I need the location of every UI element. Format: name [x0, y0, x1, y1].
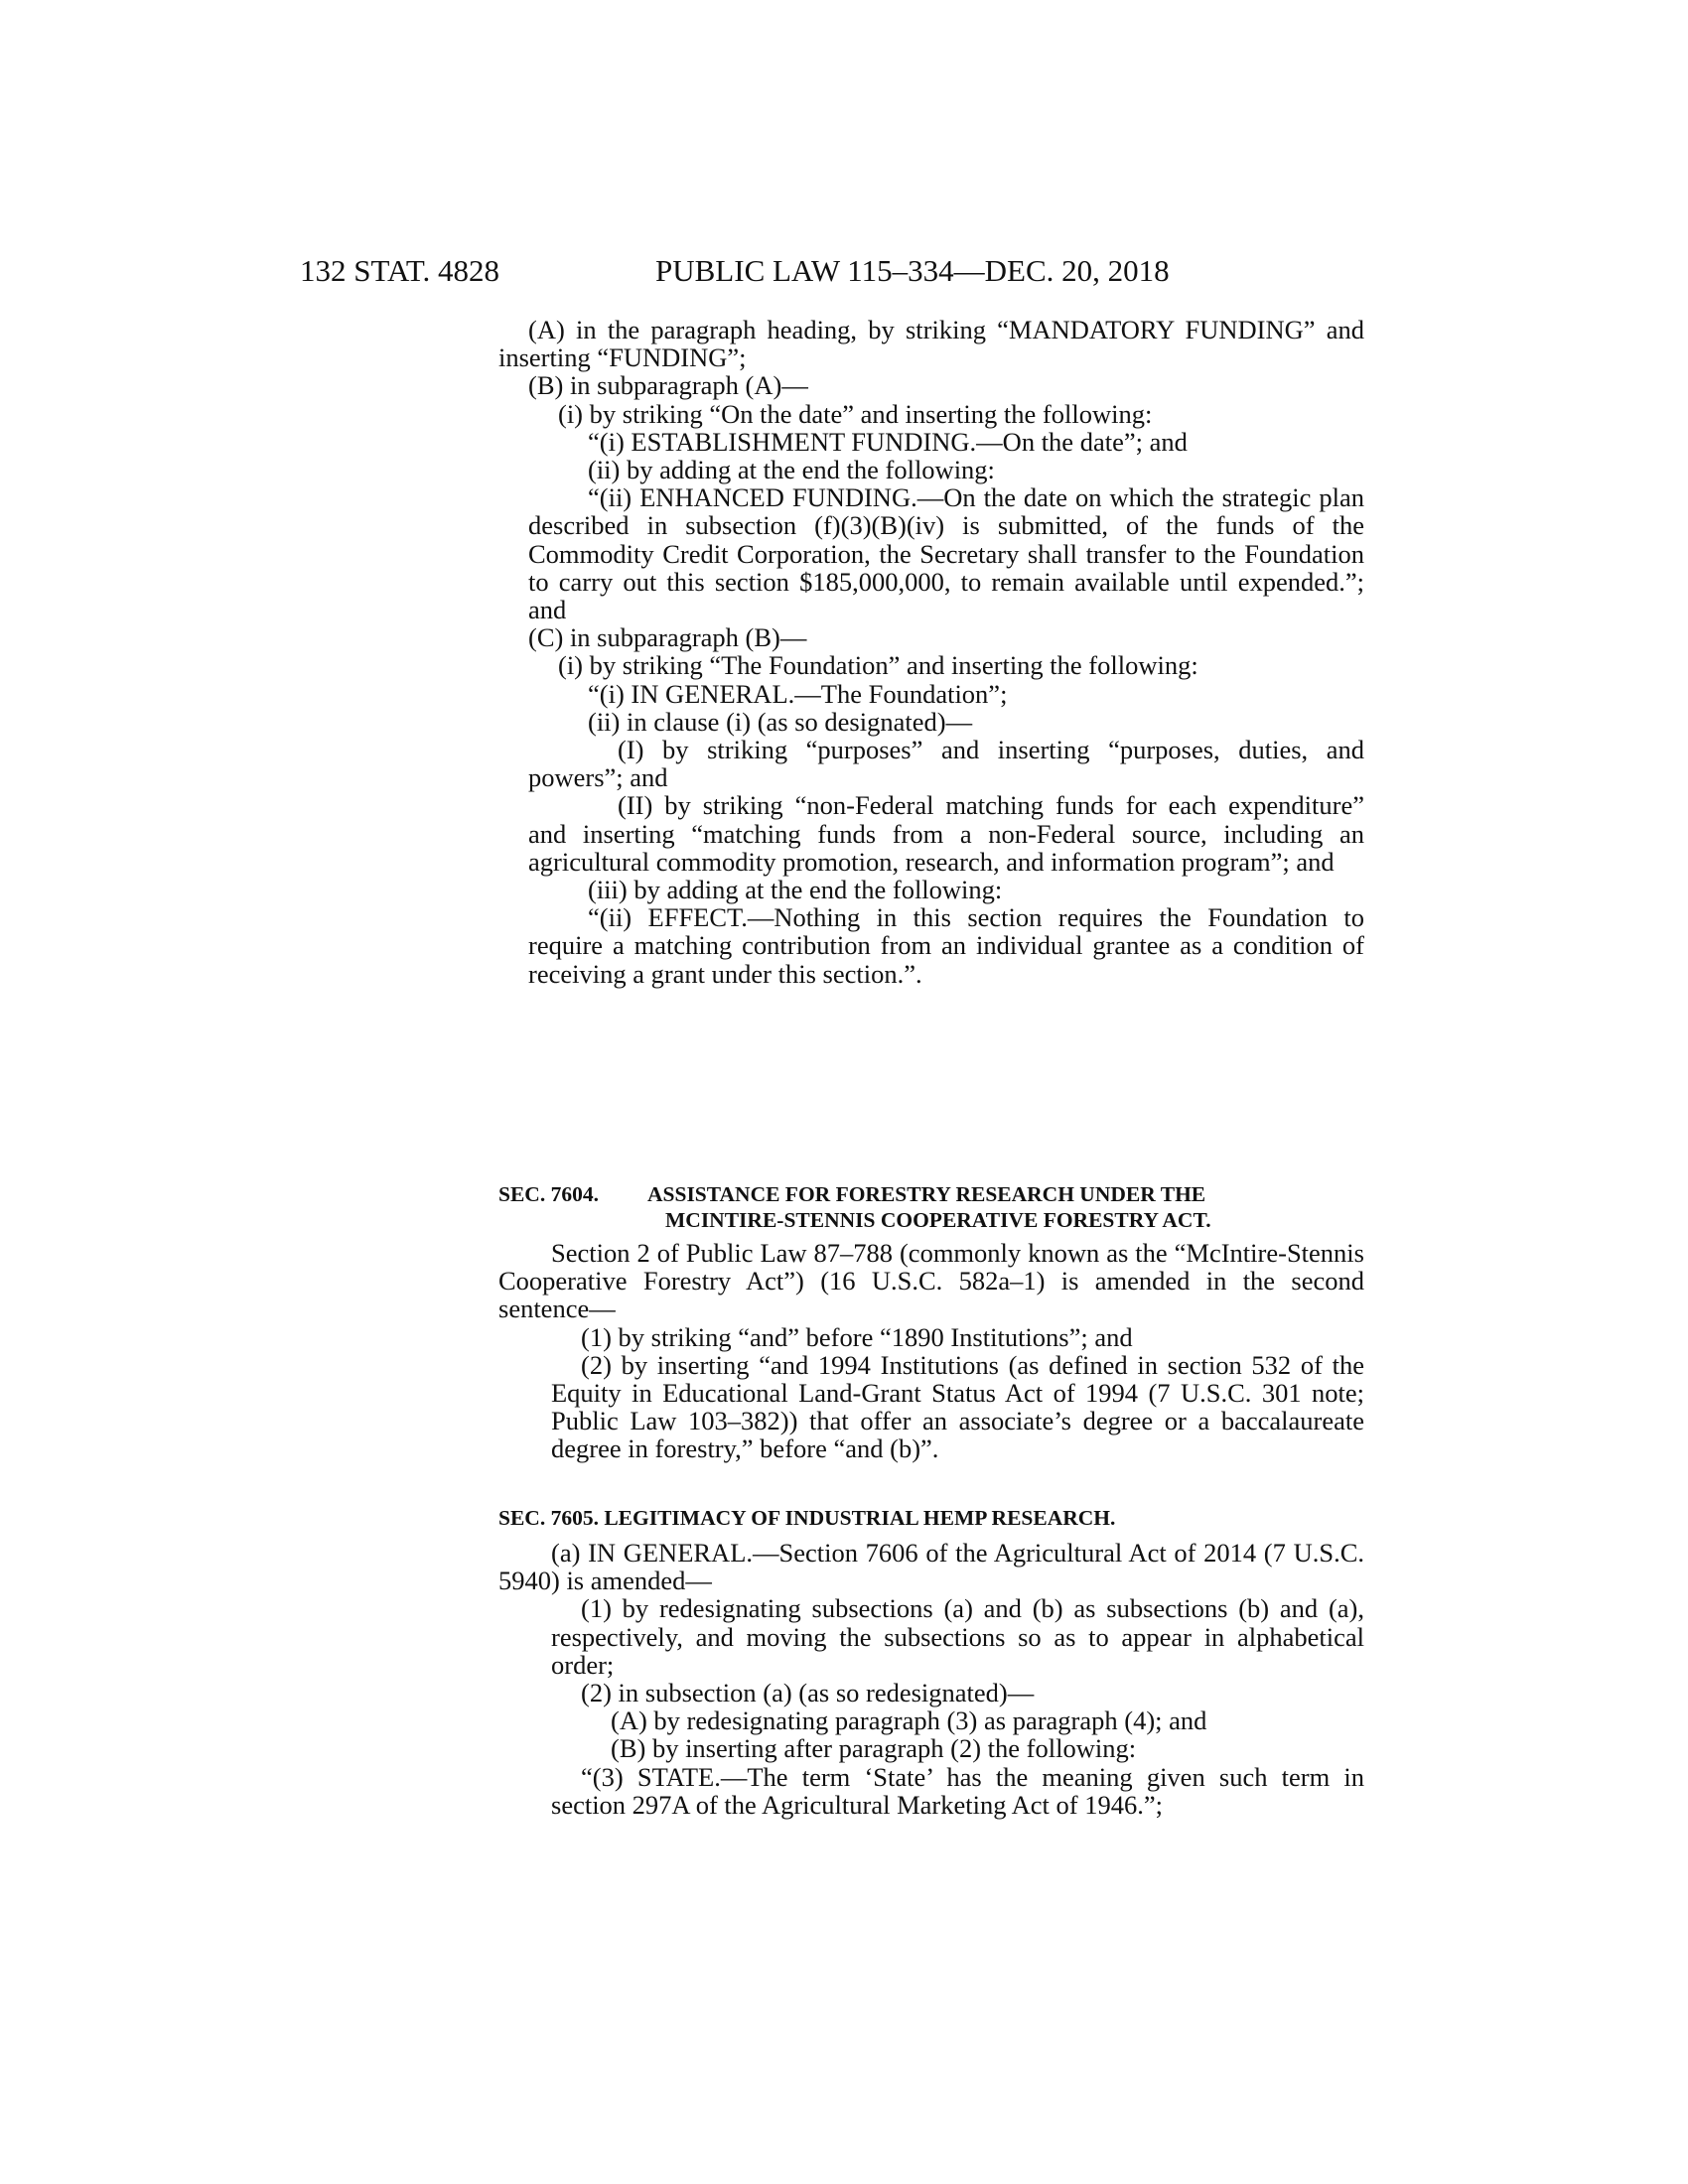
paragraph: (B) in subparagraph (A)—	[528, 370, 808, 401]
paragraph: (a) IN GENERAL.—Section 7606 of the Agricultural Act of 2014 (7 U.S.C. 5940) is amended—	[498, 1538, 1364, 1596]
section-number: SEC. 7604.	[498, 1182, 599, 1206]
public-law-title: PUBLIC LAW 115–334—DEC. 20, 2018	[655, 253, 1170, 288]
paragraph: “(3) STATE.—The term ‘State’ has the meaning given such term in section 297A of the Agricultural Marketing Act of 1946.”;	[551, 1761, 1364, 1820]
paragraph: (2) by inserting “and 1994 Institutions (as defined in section 532 of the Equity in Educational Land-Grant Status Act of 1994 (7 U.S.C. 301 note; Public Law 103–382)) that offer an associate’s degree or a baccalaureate degree in forestry,” before “and (b)”.	[551, 1349, 1364, 1464]
paragraph: (2) in subsection (a) (as so redesignated)—	[581, 1678, 1035, 1708]
paragraph: (iii) by adding at the end the following:	[588, 875, 1003, 905]
section-7604-heading	[498, 1181, 1364, 1233]
paragraph: (ii) by adding at the end the following:	[588, 455, 995, 485]
paragraph: “(ii) ENHANCED FUNDING.—On the date on which the strategic plan described in subsection (f)(3)(B)(iv) is submitted, of the funds of the Commodity Credit Corporation, the Secretary shall transfer to the Foundation to carry out this section $185,000,000, to remain available until expended.”; and	[528, 482, 1364, 625]
paragraph: (A) by redesignating paragraph (3) as paragraph (4); and	[611, 1706, 1207, 1736]
paragraph: (1) by redesignating subsections (a) and (b) as subsections (b) and (a), respectively, and moving the subsections so as to appear in alphabetical order;	[551, 1593, 1364, 1680]
section-7605-body	[498, 1539, 1364, 1819]
paragraph: “(ii) EFFECT.—Nothing in this section requires the Foundation to require a matching contribution from an individual grantee as a condition of receiving a grant under this section.”.	[528, 902, 1364, 989]
section-7604-body	[498, 1239, 1364, 1463]
section-heading: SEC. 7605. LEGITIMACY OF INDUSTRIAL HEMP RESEARCH.	[498, 1506, 1116, 1530]
page-header	[0, 251, 1688, 291]
paragraph: “(i) ESTABLISHMENT FUNDING.—On the date”; and	[588, 426, 1188, 457]
paragraph: (II) by striking “non-Federal matching funds for each expenditure” and inserting “matching funds from a non-Federal source, including an agricultural commodity promotion, research, and information program”; and	[528, 790, 1364, 877]
paragraph: (A) in the paragraph heading, by striking “MANDATORY FUNDING” and inserting “FUNDING”;	[498, 315, 1364, 373]
paragraph: (1) by striking “and” before “1890 Institutions”; and	[581, 1321, 1133, 1352]
section-7605-heading	[498, 1505, 1364, 1531]
statute-citation: 132 STAT. 4828	[300, 253, 500, 288]
amendment-text-upper	[498, 316, 1364, 988]
paragraph: (I) by striking “purposes” and inserting “purposes, duties, and powers”; and	[528, 735, 1364, 793]
paragraph: (ii) in clause (i) (as so designated)—	[588, 706, 973, 737]
paragraph: “(i) IN GENERAL.—The Foundation”;	[588, 678, 1008, 709]
paragraph: (i) by striking “On the date” and inserting the following:	[558, 398, 1153, 429]
section-heading	[498, 1181, 1364, 1233]
paragraph: (C) in subparagraph (B)—	[528, 622, 807, 653]
section-title: ASSISTANCE FOR FORESTRY RESEARCH UNDER THE	[647, 1182, 1206, 1206]
paragraph: Section 2 of Public Law 87–788 (commonly known as the “McIntire-Stennis Cooperative Forestry Act”) (16 U.S.C. 582a–1) is amended in the second sentence—	[498, 1238, 1364, 1324]
section-title-continued: MCINTIRE-STENNIS COOPERATIVE FORESTRY ACT.	[665, 1208, 1211, 1232]
paragraph: (i) by striking “The Foundation” and inserting the following:	[558, 650, 1198, 681]
paragraph: (B) by inserting after paragraph (2) the following:	[611, 1733, 1137, 1764]
